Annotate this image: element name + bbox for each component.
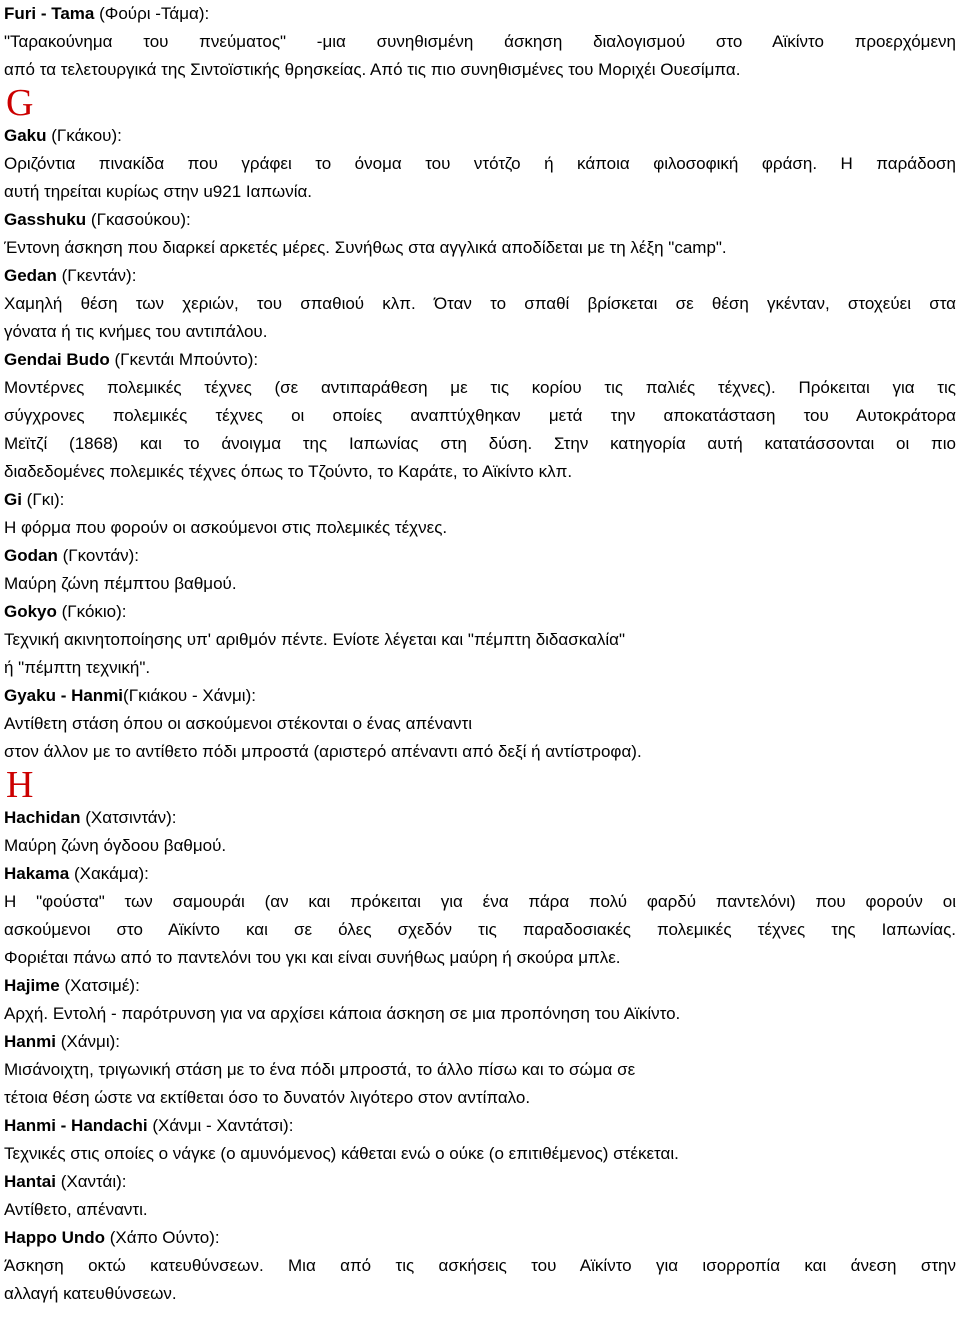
entry-transliteration: (Χάνμι): bbox=[55, 1032, 120, 1051]
entry-term: Gaku bbox=[4, 126, 47, 145]
entry-heading bbox=[4, 682, 956, 710]
entry-transliteration: (Χατσιμέ): bbox=[59, 976, 140, 995]
entry-definition-line: Φοριέται πάνω από το παντελόνι του γκι και είναι συνήθως μαύρη ή σκούρα μπλε. bbox=[4, 948, 621, 967]
entry-definition-line: Αρχή. Εντολή - παρότρυνση για να αρχίσει κάποια άσκηση σε μια προπόνηση του Αϊκίντο. bbox=[4, 1004, 681, 1023]
entry-heading bbox=[4, 486, 956, 514]
entry-heading bbox=[4, 206, 956, 234]
entry-heading bbox=[4, 972, 956, 1000]
entry-transliteration: (Φούρι -Τάμα): bbox=[94, 4, 210, 23]
entry-transliteration: (Γκοντάν): bbox=[57, 546, 140, 565]
entry-term: Gasshuku bbox=[4, 210, 87, 229]
entry-definition-line: από τα τελετουργικά της Σιντοϊστικής θρησκείας. Από τις πιο συνηθισμένες του Μοριχέι Ουεσίμπα. bbox=[4, 60, 741, 79]
entry-definition-line: Έντονη άσκηση που διαρκεί αρκετές μέρες. Συνήθως στα αγγλικά αποδίδεται με τη λέξη "camp". bbox=[4, 238, 727, 257]
entry-definition-line: Μεϊτζί (1868) και το άνοιγμα της Ιαπωνίας στη δύση. Στην κατηγορία αυτή κατατάσσονται οι πιο bbox=[4, 434, 956, 453]
entry-definition-line: Μοντέρνες πολεμικές τέχνες (σε αντιπαράθεση με τις κορίου τις παλιές τέχνες). Πρόκειται για τις bbox=[4, 378, 956, 397]
entry-definition-line: Μαύρη ζώνη όγδοου βαθμού. bbox=[4, 836, 227, 855]
entry-definition-line: τέτοια θέση ώστε να εκτίθεται όσο το δυνατόν λιγότερο στον αντίπαλο. bbox=[4, 1088, 531, 1107]
entry-heading bbox=[4, 122, 956, 150]
entry-definition-line: Τεχνικές στις οποίες ο νάγκε (ο αμυνόμενος) κάθεται ενώ ο ούκε (ο επιτιθέμενος) στέκεται. bbox=[4, 1144, 679, 1163]
entry-heading bbox=[4, 0, 956, 28]
entry-transliteration: (Γκι): bbox=[21, 490, 65, 509]
entry-definition-line: αυτή τηρείται κυρίως στην u921 Ιαπωνία. bbox=[4, 182, 313, 201]
section-letter-h: H bbox=[6, 764, 34, 806]
entry-term: Happo Undo bbox=[4, 1228, 106, 1247]
entry-definition-line: Η φόρμα που φορούν οι ασκούμενοι στις πολεμικές τέχνες. bbox=[4, 518, 448, 537]
entry-definition-line: στον άλλον με το αντίθετο πόδι μπροστά (αριστερό απέναντι από δεξί ή αντίστροφα). bbox=[4, 742, 642, 761]
entry-heading bbox=[4, 346, 956, 374]
entry-term: Hachidan bbox=[4, 808, 81, 827]
entry-term: Furi - Tama bbox=[4, 4, 95, 23]
entry-term: Godan bbox=[4, 546, 58, 565]
entry-transliteration: (Γκεντάν): bbox=[56, 266, 137, 285]
entry-heading bbox=[4, 1224, 956, 1252]
entry-term: Hakama bbox=[4, 864, 70, 883]
entry-definition-line: Μαύρη ζώνη πέμπτου βαθμού. bbox=[4, 574, 237, 593]
entry-definition-line: αλλαγή κατευθύνσεων. bbox=[4, 1284, 177, 1303]
entry-heading bbox=[4, 598, 956, 626]
entry-definition-line: Άσκηση οκτώ κατευθύνσεων. Μια από τις ασκήσεις του Αϊκίντο για ισορροπία και άνεση στην bbox=[4, 1256, 956, 1275]
entry-transliteration: (Χάπο Ούντο): bbox=[105, 1228, 220, 1247]
entry-term: Gyaku - Hanmi bbox=[4, 686, 124, 705]
entry-term: Gedan bbox=[4, 266, 57, 285]
entry-term: Hajime bbox=[4, 976, 60, 995]
entry-transliteration: (Γκιάκου - Χάνμι): bbox=[123, 686, 256, 705]
entry-definition-line: "Ταρακούνημα του πνεύματος" -μια συνηθισμένη άσκηση διαλογισμού στο Αϊκίντο προερχόμενη bbox=[4, 32, 956, 51]
entry-heading bbox=[4, 860, 956, 888]
entry-definition-line: διαδεδομένες πολεμικές τέχνες όπως το Τζούντο, το Καράτε, το Αϊκίντο κλπ. bbox=[4, 462, 573, 481]
entry-definition-line: Αντίθετο, απέναντι. bbox=[4, 1200, 148, 1219]
entry-definition-line: Μισάνοιχτη, τριγωνική στάση με το ένα πόδι μπροστά, το άλλο πίσω και το σώμα σε bbox=[4, 1060, 636, 1079]
entry-heading bbox=[4, 1028, 956, 1056]
entry-heading bbox=[4, 804, 956, 832]
entry-definition-line: Χαμηλή θέση των χεριών, του σπαθιού κλπ. Όταν το σπαθί βρίσκεται σε θέση γκένταν, στοχεύει στα bbox=[4, 294, 956, 313]
entry-definition-line: Οριζόντια πινακίδα που γράφει το όνομα του ντότζο ή κάποια φιλοσοφική φράση. Η παράδοση bbox=[4, 154, 956, 173]
entry-heading bbox=[4, 262, 956, 290]
entry-transliteration: (Χατσιντάν): bbox=[80, 808, 177, 827]
entry-definition-line: Τεχνική ακινητοποίησης υπ' αριθμόν πέντε. Ενίοτε λέγεται και "πέμπτη διδασκαλία" bbox=[4, 630, 625, 649]
entry-transliteration: (Χακάμα): bbox=[69, 864, 149, 883]
entry-term: Gi bbox=[4, 490, 22, 509]
entry-definition-line: ή "πέμπτη τεχνική". bbox=[4, 658, 151, 677]
section-letter-g: G bbox=[6, 82, 34, 124]
entry-heading bbox=[4, 1168, 956, 1196]
entry-definition-line: ασκούμενοι στο Αϊκίντο και σε όλες σχεδόν τις παραδοσιακές πολεμικές τέχνες της Ιαπωνίας. bbox=[4, 920, 956, 939]
entry-transliteration: (Χάνμι - Χαντάτσι): bbox=[147, 1116, 294, 1135]
entry-transliteration: (Γκασούκου): bbox=[86, 210, 191, 229]
entry-heading bbox=[4, 542, 956, 570]
entry-definition-line: γόνατα ή τις κνήμες του αντιπάλου. bbox=[4, 322, 268, 341]
entry-term: Hanmi bbox=[4, 1032, 56, 1051]
entry-transliteration: (Γκεντάι Μπούντο): bbox=[109, 350, 259, 369]
entry-term: Hanmi - Handachi bbox=[4, 1116, 148, 1135]
entry-transliteration: (Γκάκου): bbox=[46, 126, 122, 145]
entry-definition-line: Αντίθετη στάση όπου οι ασκούμενοι στέκονται ο ένας απέναντι bbox=[4, 714, 473, 733]
entry-heading bbox=[4, 1112, 956, 1140]
entry-transliteration: (Χαντάι): bbox=[55, 1172, 127, 1191]
entry-transliteration: (Γκόκιο): bbox=[56, 602, 127, 621]
entry-definition-line: σύγχρονες πολεμικές τέχνες οι οποίες αναπτύχθηκαν μετά την αποκατάσταση του Αυτοκράτορα bbox=[4, 406, 956, 425]
entry-term: Hantai bbox=[4, 1172, 56, 1191]
entry-term: Gendai Budo bbox=[4, 350, 110, 369]
entry-term: Gokyo bbox=[4, 602, 57, 621]
entry-definition-line: Η "φούστα" των σαμουράι (αν και πρόκειται για ένα πάρα πολύ φαρδύ παντελόνι) που φορούν οι bbox=[4, 892, 956, 911]
